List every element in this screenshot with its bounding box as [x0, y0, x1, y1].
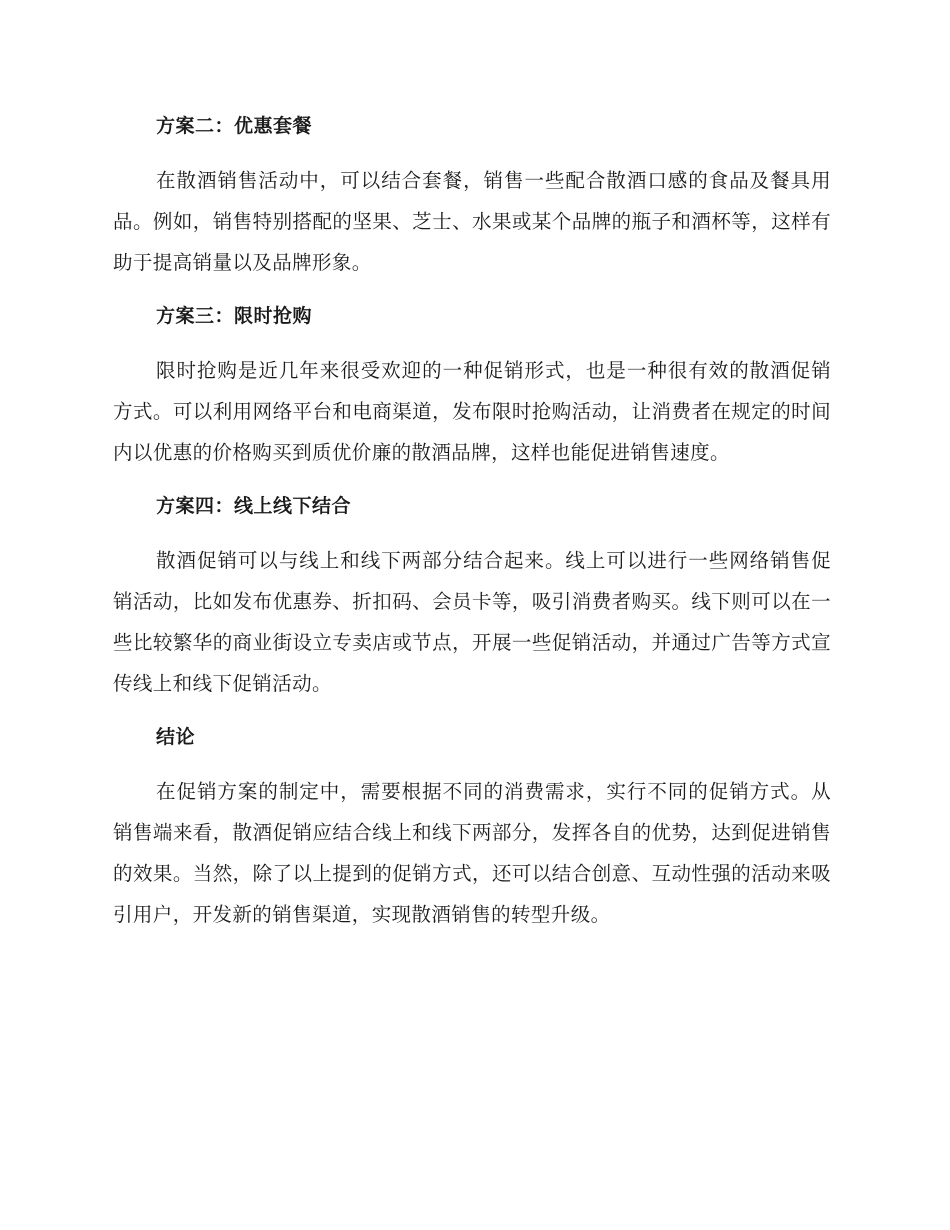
section-heading-plan-two: 方案二：优惠套餐	[156, 115, 313, 137]
document-content	[113, 108, 831, 935]
section-body-conclusion: 在促销方案的制定中，需要根据不同的消费需求，实行不同的促销方式。从销售端来看，散酒促销应结合线上和线下两部分，发挥各自的优势，达到促进销售的效果。当然，除了以上提到的促销方式，还可以结合创意、互动性强的活动来吸引用户，开发新的销售渠道，实现散酒销售的转型升级。	[113, 780, 831, 926]
section-heading-conclusion: 结论	[156, 726, 196, 748]
section-body-plan-four: 散酒促销可以与线上和线下两部分结合起来。线上可以进行一些网络销售促销活动，比如发布优惠券、折扣码、会员卡等，吸引消费者购买。线下则可以在一些比较繁华的商业街设立专卖店或节点，开展一些促销活动，并通过广告等方式宣传线上和线下促销活动。	[113, 549, 831, 695]
section-heading-plan-three: 方案三：限时抢购	[156, 305, 313, 327]
section-heading-plan-four: 方案四：线上线下结合	[156, 495, 352, 517]
section-body-plan-two: 在散酒销售活动中，可以结合套餐，销售一些配合散酒口感的食品及餐具用品。例如，销售特别搭配的坚果、芝士、水果或某个品牌的瓶子和酒杯等，这样有助于提高销量以及品牌形象。	[113, 169, 831, 274]
section-body-plan-three: 限时抢购是近几年来很受欢迎的一种促销形式，也是一种很有效的散酒促销方式。可以利用网络平台和电商渠道，发布限时抢购活动，让消费者在规定的时间内以优惠的价格购买到质优价廉的散酒品牌，这样也能促进销售速度。	[113, 359, 831, 464]
